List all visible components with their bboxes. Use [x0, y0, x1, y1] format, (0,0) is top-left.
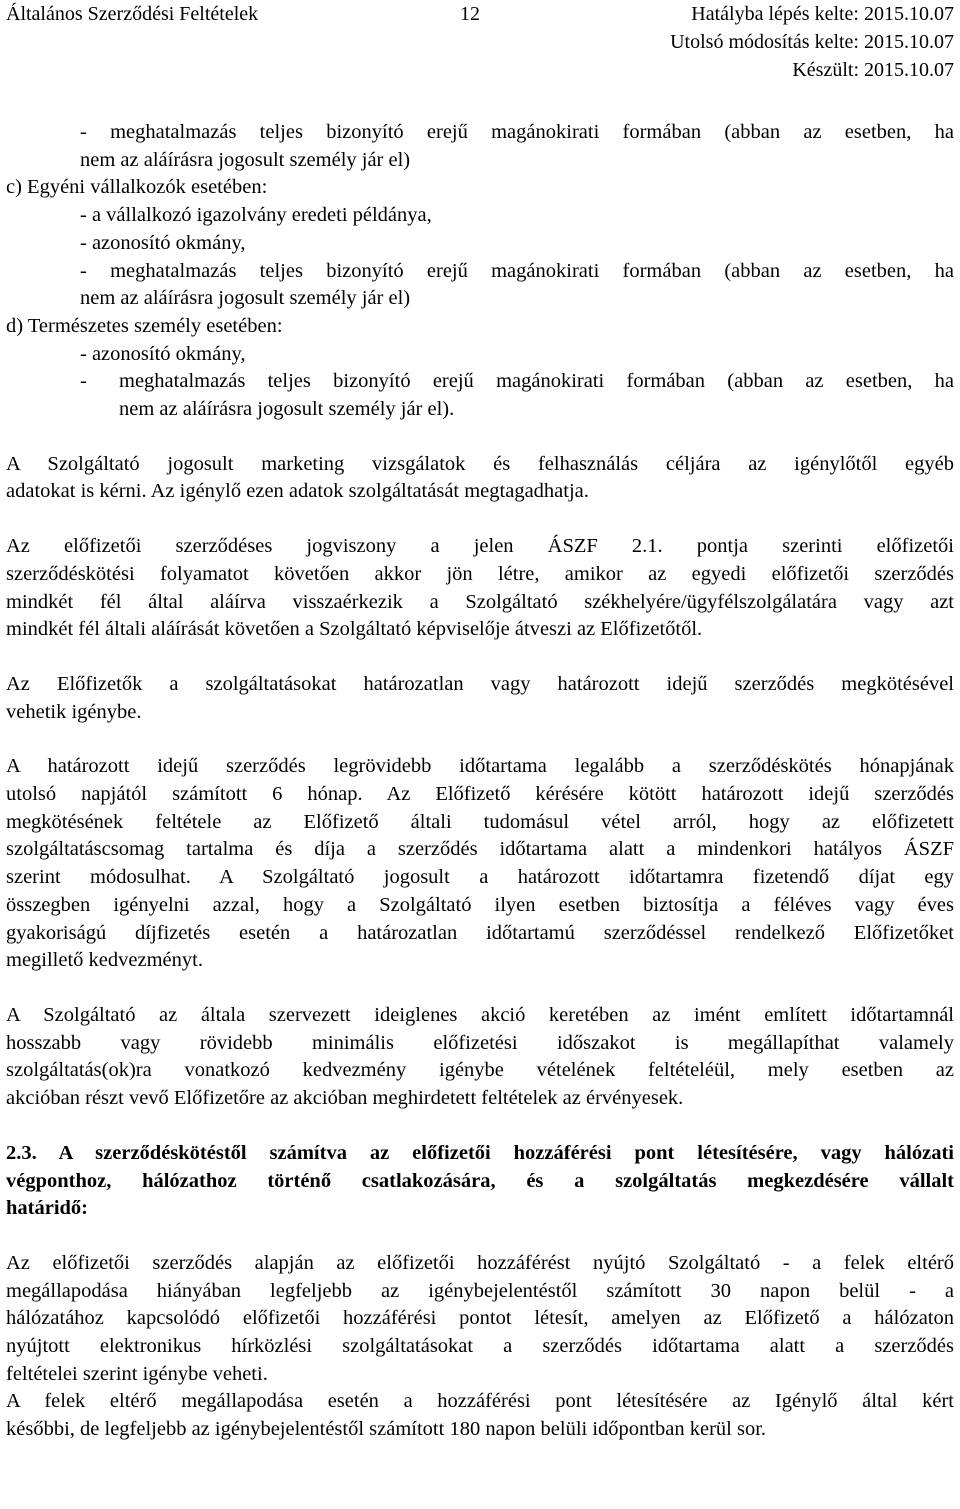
page-header: [6, 0, 954, 28]
paragraph-line: vehetik igénybe.: [6, 700, 142, 723]
paragraph-line: szerint módosulhat. A Szolgáltató jogosult a határozott időtartamra fizetendő díjat egy: [6, 866, 954, 889]
paragraph-line: feltételei szerint igénybe veheti.: [6, 1362, 268, 1385]
paragraph-line: Az előfizetői szerződés alapján az előfizetői hozzáférést nyújtó Szolgáltató - a felek eltérő: [6, 1251, 954, 1274]
section-heading-2-3: [6, 1140, 954, 1223]
list-item-continuation: nem az aláírásra jogosult személy jár el).: [119, 398, 455, 421]
page-header-line-3: [6, 56, 954, 84]
section-d-heading: d) Természetes személy esetében:: [6, 314, 283, 337]
list-item: nem az aláírásra jogosult személy jár el): [80, 287, 411, 310]
list-top: [6, 119, 954, 174]
list-item: - meghatalmazás teljes bizonyító erejű magánokirati formában (abban az esetben, ha: [80, 121, 954, 143]
paragraph-line: szerződéskötési folyamatot követően akkor jön létre, amikor az egyedi előfizetői szerződés: [6, 562, 954, 585]
list-dash: -: [80, 370, 87, 393]
list-item: - a vállalkozó igazolvány eredeti példánya,: [80, 204, 432, 227]
list-item: [6, 368, 954, 396]
paragraph-line: mindkét fél általi aláírását követően a Szolgáltató képviselője átveszi az Előfizetőtől.: [6, 618, 703, 641]
paragraph-line: nyújtott elektronikus hírközlési szolgáltatásokat a szerződés időtartama alatt a szerződés: [6, 1335, 954, 1358]
paragraph-line: megállapodása hiányában legfeljebb az igénybejelentéstől számított 30 napon belül - a: [6, 1279, 954, 1302]
paragraph-line: szolgáltatáscsomag tartalma és díja a szerződés időtartama alatt a mindenkori hatályos ÁSZF: [6, 838, 954, 861]
paragraph-line: megillető kedvezményt.: [6, 949, 203, 972]
paragraph-line: Az előfizetői szerződéses jogviszony a jelen ÁSZF 2.1. pontja szerinti előfizetői: [6, 535, 954, 558]
list-item: - azonosító okmány,: [80, 342, 246, 365]
paragraph-promotion: [6, 1002, 954, 1113]
paragraph-line: A Szolgáltató az általa szervezett ideiglenes akció keretében az imént említett időtartamnál: [6, 1003, 954, 1026]
document-body: [6, 119, 954, 1444]
paragraph-line: A határozott idejű szerződés legrövidebb időtartama legalább a szerződéskötés hónapjának: [6, 755, 954, 778]
list-item: - meghatalmazás teljes bizonyító erejű magánokirati formában (abban az esetben, ha: [80, 259, 954, 282]
paragraph-line: A Szolgáltató jogosult marketing vizsgálatok és felhasználás céljára az igénylőtől egyéb: [6, 452, 954, 475]
paragraph-line: későbbi, de legfeljebb az igénybejelentéstől számított 180 napon belüli időpontban kerül sor.: [6, 1418, 767, 1441]
list-item-text: meghatalmazás teljes bizonyító erejű magánokirati formában (abban az esetben, ha: [119, 370, 954, 393]
paragraph-line: mindkét fél által aláírva visszaérkezik a Szolgáltató székhelyére/ügyfélszolgálatára vagy azt: [6, 590, 954, 613]
paragraph-access-point: [6, 1250, 954, 1389]
paragraph-deadline: [6, 1388, 954, 1443]
heading-line: végponthoz, hálózathoz történő csatlakozására, és a szolgáltatás megkezdésére vállalt: [6, 1169, 954, 1192]
paragraph-line: hálózatához kapcsolódó előfizetői hozzáférési pontot létesít, amelyen az Előfizető a hálózaton: [6, 1307, 954, 1330]
paragraph-contract-creation: [6, 533, 954, 644]
modified-date: Utolsó módosítás kelte: 2015.10.07: [670, 31, 954, 53]
paragraph-line: megkötésének feltétele az Előfizető általi tudomásul vétel arról, hogy az előfizetett: [6, 810, 954, 833]
paragraph-fixed-term: [6, 753, 954, 975]
section-c-list: [6, 202, 954, 313]
created-date: Készült: 2015.10.07: [792, 59, 954, 81]
section-c-heading: c) Egyéni vállalkozók esetében:: [6, 176, 268, 199]
paragraph-line: összegben igényelni azzal, hogy a Szolgáltató ilyen esetben biztosítja a féléves vagy éves: [6, 893, 954, 916]
document-title: Általános Szerződési Feltételek: [6, 3, 259, 25]
paragraph-line: hosszabb vagy rövidebb minimális előfizetési időszakot is megállapíthat valamely: [6, 1031, 954, 1054]
list-item: nem az aláírásra jogosult személy jár el): [80, 148, 411, 171]
page-number: 12: [460, 3, 480, 25]
page-header-line-2: [6, 28, 954, 56]
paragraph-marketing: [6, 451, 954, 506]
paragraph-line: adatokat is kérni. Az igénylő ezen adatok szolgáltatását megtagadhatja.: [6, 480, 589, 503]
paragraph-line: Az Előfizetők a szolgáltatásokat határozatlan vagy határozott idejű szerződés megkötésével: [6, 672, 954, 695]
paragraph-line: szolgáltatás(ok)ra vonatkozó kedvezmény igénybe vételének feltételéül, mely esetben az: [6, 1059, 954, 1082]
paragraph-line: akcióban részt vevő Előfizetőre az akcióban meghirdetett feltételek az érvényesek.: [6, 1087, 684, 1110]
section-d-list: [6, 341, 954, 369]
paragraph-line: gyakoriságú díjfizetés esetén a határozatlan időtartamú szerződéssel rendelkező Előfizetőket: [6, 921, 954, 944]
effective-date: Hatályba lépés kelte: 2015.10.07: [691, 3, 954, 25]
paragraph-contract-types: [6, 671, 954, 726]
list-item: - azonosító okmány,: [80, 231, 246, 254]
paragraph-line: A felek eltérő megállapodása esetén a hozzáférési pont létesítésére az Igénylő által kért: [6, 1390, 954, 1413]
paragraph-line: utolsó napjától számított 6 hónap. Az Előfizető kérésére kötött határozott idejű szerződés: [6, 783, 954, 806]
heading-line: 2.3. A szerződéskötéstől számítva az előfizetői hozzáférési pont létesítésére, vagy hálózati: [6, 1141, 954, 1164]
heading-line: határidő:: [6, 1197, 88, 1220]
